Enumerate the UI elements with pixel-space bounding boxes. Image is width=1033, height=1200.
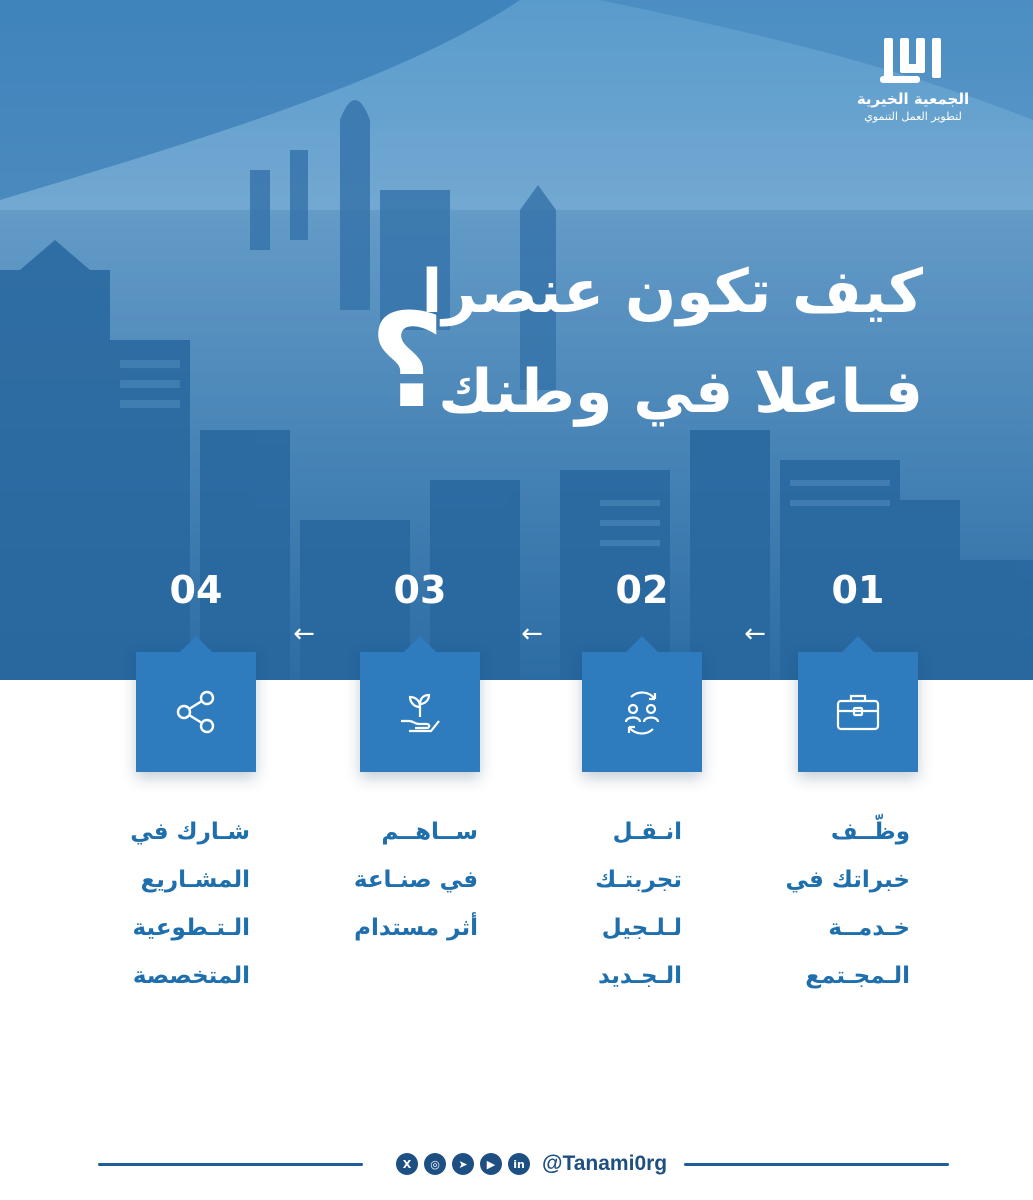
social-bar xyxy=(396,1150,667,1178)
logo-name: الجمعية الخيرية xyxy=(856,90,970,108)
people-exchange-icon xyxy=(617,687,667,737)
step-4-text xyxy=(110,808,250,1000)
step-4-card xyxy=(136,652,256,772)
step-2-line: الـجـديد xyxy=(597,963,682,989)
instagram-icon[interactable]: ◎ xyxy=(424,1153,446,1175)
step-4-line: الـتـطوعية xyxy=(132,915,250,941)
step-2-line: تجربتـك xyxy=(595,867,682,893)
headline-line-1: كيف تكون عنصرا xyxy=(421,257,923,327)
telegram-icon[interactable]: ➤ xyxy=(452,1153,474,1175)
arrow-left-icon: ← xyxy=(744,619,766,649)
arrow-left-icon: ← xyxy=(521,619,543,649)
step-1-line: خـدمــة xyxy=(828,915,910,941)
step-2-number: 02 xyxy=(615,568,669,612)
footer-divider-right xyxy=(684,1163,949,1166)
step-3-text xyxy=(338,808,478,952)
logo-mark-icon xyxy=(878,30,948,86)
step-1-card xyxy=(798,652,918,772)
social-handle[interactable]: @Tanami0rg xyxy=(542,1152,668,1175)
step-1-line: وظّــف xyxy=(830,819,910,845)
x-icon[interactable]: X xyxy=(396,1153,418,1175)
plant-hand-icon xyxy=(395,687,445,737)
step-2-line: انـقـل xyxy=(612,819,682,845)
step-3-number: 03 xyxy=(393,568,447,612)
step-2-card xyxy=(582,652,702,772)
headline-line-2: فـاعلا في وطنك xyxy=(438,357,923,427)
step-1-number: 01 xyxy=(831,568,885,612)
question-mark: ؟ xyxy=(369,285,445,437)
share-icon xyxy=(171,687,221,737)
linkedin-icon[interactable]: in xyxy=(508,1153,530,1175)
organization-logo xyxy=(833,30,993,123)
step-3-card xyxy=(360,652,480,772)
step-3-line: أثر مستدام xyxy=(354,915,478,941)
footer-divider-left xyxy=(98,1163,363,1166)
step-4-number: 04 xyxy=(169,568,223,612)
step-1-line: خبراتك في xyxy=(785,867,910,893)
briefcase-icon xyxy=(833,687,883,737)
step-2-text xyxy=(542,808,682,1000)
logo-subtitle: لتطوير العمل التنموي xyxy=(864,110,962,123)
step-3-line: في صنـاعة xyxy=(353,867,478,893)
arrow-left-icon: ← xyxy=(293,619,315,649)
step-1-line: الـمجـتمع xyxy=(805,963,910,989)
step-3-line: ســاهــم xyxy=(381,819,478,845)
step-4-line: شـارك في xyxy=(130,819,250,845)
youtube-icon[interactable]: ▶ xyxy=(480,1153,502,1175)
step-4-line: المتخصصة xyxy=(132,963,250,989)
step-1-text xyxy=(770,808,910,1000)
step-4-line: المشـاريع xyxy=(140,867,250,893)
step-2-line: لـلـجيل xyxy=(601,915,682,941)
